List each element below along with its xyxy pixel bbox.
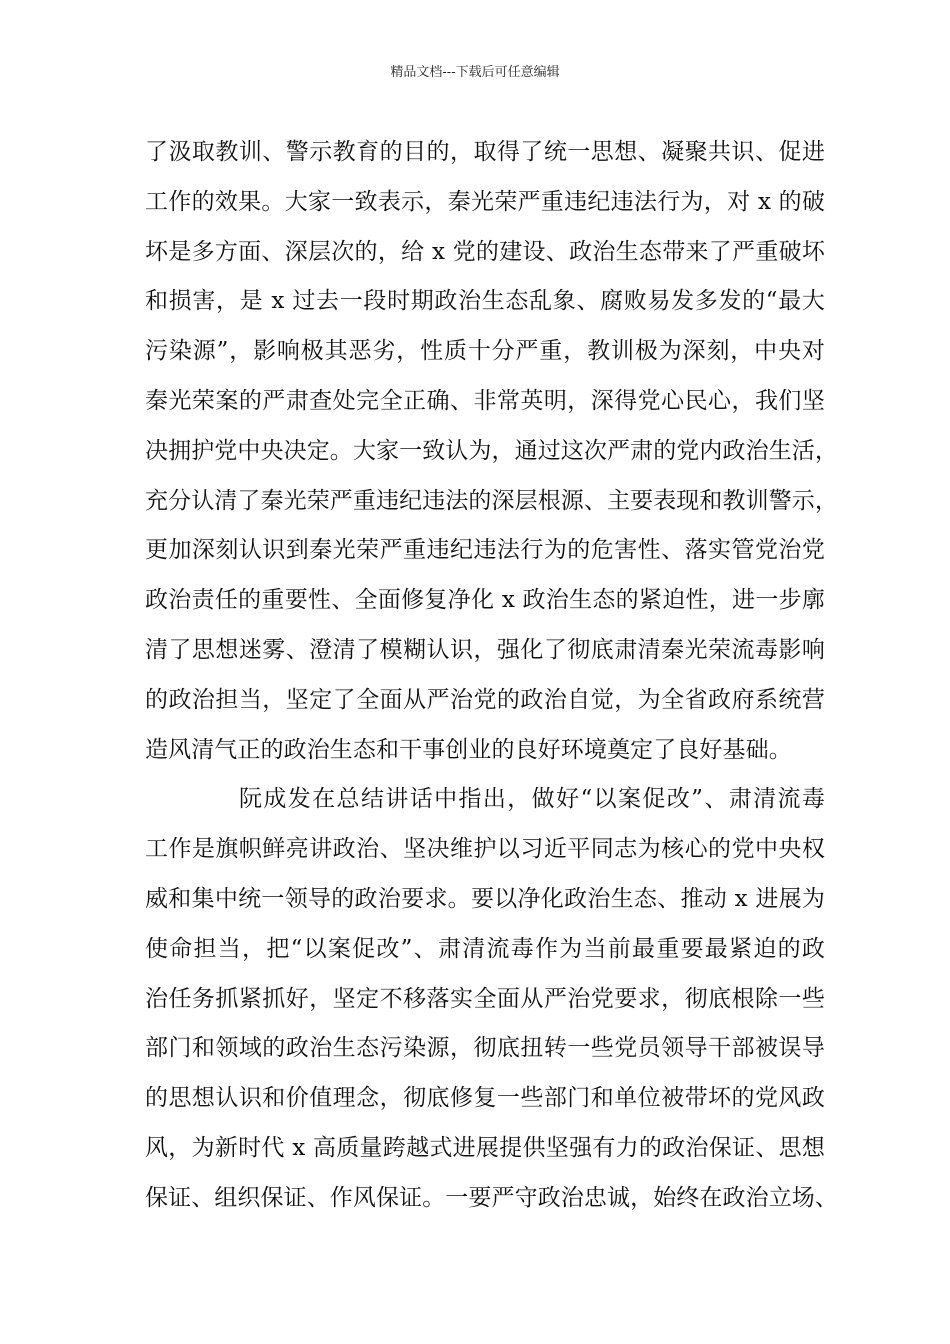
text-line: 工作是旗帜鲜亮讲政治、坚决维护以习近平同志为核心的党中央权 xyxy=(145,836,825,863)
page-header: 精品文档---下载后可任意编辑 xyxy=(390,65,560,80)
text-line: 污染源”，影响极其恶劣，性质十分严重，教训极为深刻，中央对 xyxy=(145,338,825,365)
text-line: 政治责任的重要性、全面修复净化 x 政治生态的紧迫性，进一步廓 xyxy=(145,587,825,614)
text-line: 的政治担当，坚定了全面从严治党的政治自觉，为全省政府系统营 xyxy=(145,686,825,713)
text-line: 和损害，是 x 过去一段时期政治生态乱象、腐败易发多发的“最大 xyxy=(145,288,825,315)
text-line: 决拥护党中央决定。大家一致认为，通过这次严肃的党内政治生活， xyxy=(145,437,838,464)
text-line: 秦光荣案的严肃查处完全正确、非常英明，深得党心民心，我们坚 xyxy=(145,387,825,414)
text-line: 造风清气正的政治生态和干事创业的良好环境奠定了良好基础。 xyxy=(145,736,792,763)
text-line: 充分认清了秦光荣严重违纪违法的深层根源、主要表现和教训警示， xyxy=(145,487,838,514)
text-line: 部门和领域的政治生态污染源，彻底扭转一些党员领导干部被误导 xyxy=(145,1035,825,1062)
text-line: 清了思想迷雾、澄清了模糊认识，强化了彻底肃清秦光荣流毒影响 xyxy=(145,636,825,663)
text-line: 坏是多方面、深层次的，给 x 党的建设、政治生态带来了严重破坏 xyxy=(145,238,825,265)
text-line: 风，为新时代 x 高质量跨越式进展提供坚强有力的政治保证、思想 xyxy=(145,1134,825,1161)
document-body xyxy=(145,128,838,1224)
text-line: 保证、组织保证、作风保证。一要严守政治忠诚，始终在政治立场、 xyxy=(145,1184,838,1211)
text-line: 更加深刻认识到秦光荣严重违纪违法行为的危害性、落实管党治党 xyxy=(145,537,825,564)
text-line: 的思想认识和价值理念，彻底修复一些部门和单位被带坏的党风政 xyxy=(145,1085,825,1112)
text-line: 使命担当，把“以案促改”、肃清流毒作为当前最重要最紧迫的政 xyxy=(145,935,825,962)
text-line: 治任务抓紧抓好，坚定不移落实全面从严治党要求，彻底根除一些 xyxy=(145,985,825,1012)
text-line: 了汲取教训、警示教育的目的，取得了统一思想、凝聚共识、促进 xyxy=(145,139,825,165)
text-line: 威和集中统一领导的政治要求。要以净化政治生态、推动 x 进展为 xyxy=(145,885,825,912)
text-line: 工作的效果。大家一致表示，秦光荣严重违纪违法行为，对 x 的破 xyxy=(145,188,825,215)
paragraph-start-line: 阮成发在总结讲话中指出，做好“以案促改”、肃清流毒 xyxy=(239,786,825,813)
